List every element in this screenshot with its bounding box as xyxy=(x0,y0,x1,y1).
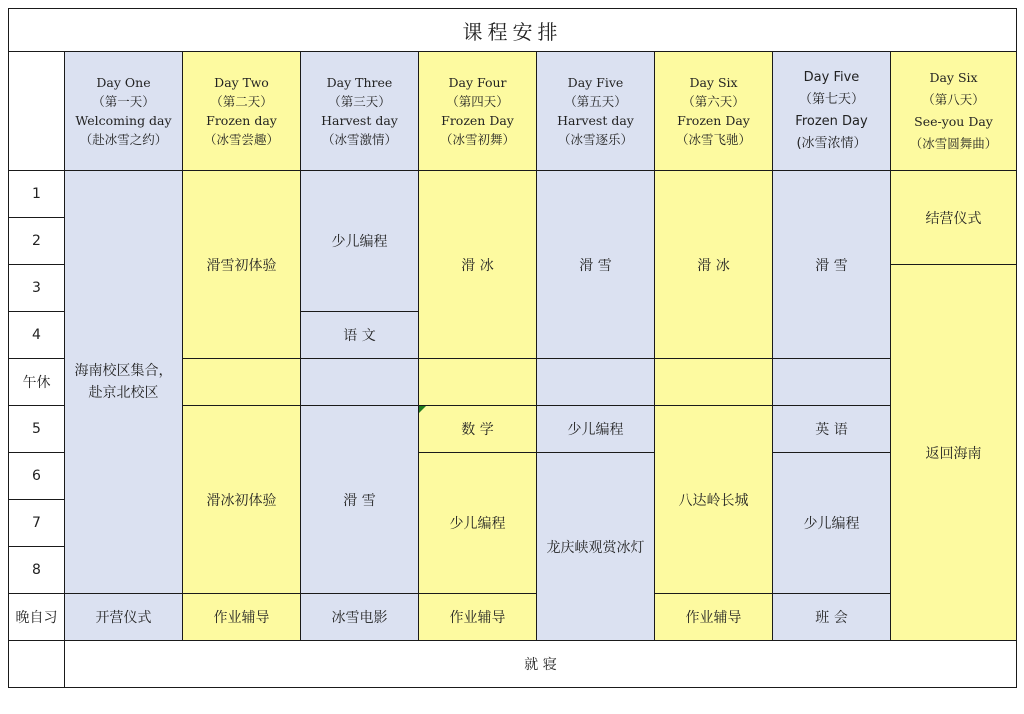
header-day-3 xyxy=(301,52,419,171)
day-subtitle: （冰雪初舞） xyxy=(439,132,515,147)
cell-text: 赴京北校区 xyxy=(88,385,159,401)
cell-d2-morning: 滑雪初体验 xyxy=(183,171,301,359)
day-label: Day Five xyxy=(567,75,624,90)
day-label: Day Three xyxy=(326,75,393,90)
cell-d5-morning: 滑 雪 xyxy=(537,171,655,359)
header-day-1 xyxy=(65,52,183,171)
period-label: 4 xyxy=(9,312,65,359)
period-label: 5 xyxy=(9,406,65,453)
header-day-2 xyxy=(183,52,301,171)
day-subtitle: (冰雪浓情） xyxy=(796,136,867,151)
period-label: 晚自习 xyxy=(9,594,65,641)
cell-d4-noon xyxy=(419,359,537,406)
day-theme: Harvest day xyxy=(321,113,398,128)
day-number: （第二天） xyxy=(210,94,273,109)
period-label: 2 xyxy=(9,218,65,265)
header-day-4 xyxy=(419,52,537,171)
period-label: 午休 xyxy=(9,359,65,406)
cell-d6-morning: 滑 冰 xyxy=(655,171,773,359)
header-day-6 xyxy=(655,52,773,171)
day-label: Day Six xyxy=(929,70,978,85)
day-theme: Frozen Day xyxy=(441,113,514,128)
table-title: 课程安排 xyxy=(9,9,1017,52)
day-theme: See-you Day xyxy=(914,114,993,129)
period-label: 6 xyxy=(9,453,65,500)
cell-d8-closing: 结营仪式 xyxy=(891,171,1017,265)
period-label: 3 xyxy=(9,265,65,312)
header-day-5 xyxy=(537,52,655,171)
day-label: Day Six xyxy=(689,75,738,90)
cell-d4-p5: 数 学 xyxy=(419,406,537,453)
day-subtitle: （冰雪逐乐） xyxy=(557,132,633,147)
day-number: （第七天） xyxy=(798,92,864,107)
day-theme: Frozen day xyxy=(206,113,277,128)
day-subtitle: （冰雪圆舞曲） xyxy=(909,136,998,151)
day-label: Day Five xyxy=(803,70,860,85)
schedule-table xyxy=(8,8,1017,688)
cell-d7-evening: 班 会 xyxy=(773,594,891,641)
cell-d4-evening: 作业辅导 xyxy=(419,594,537,641)
day-subtitle: （冰雪尝趣） xyxy=(203,132,279,147)
cell-d2-evening: 作业辅导 xyxy=(183,594,301,641)
cell-d5-noon xyxy=(537,359,655,406)
day-label: Day Four xyxy=(448,75,507,90)
cell-d5-afternoon: 龙庆峡观赏冰灯 xyxy=(537,453,655,641)
period-label: 7 xyxy=(9,500,65,547)
cell-d3-morning: 少儿编程 xyxy=(301,171,419,312)
period-label: 8 xyxy=(9,547,65,594)
cell-d3-afternoon: 滑 雪 xyxy=(301,406,419,594)
cell-d7-p5: 英 语 xyxy=(773,406,891,453)
day-theme: Harvest day xyxy=(557,113,634,128)
header-day-7 xyxy=(773,52,891,171)
cell-d6-evening: 作业辅导 xyxy=(655,594,773,641)
cell-text: 海南校区集合， xyxy=(74,363,173,379)
cell-d1-evening: 开营仪式 xyxy=(65,594,183,641)
bedtime-corner xyxy=(9,641,65,688)
day-label: Day Two xyxy=(214,75,269,90)
cell-d6-afternoon: 八达岭长城 xyxy=(655,406,773,594)
cell-d5-p5: 少儿编程 xyxy=(537,406,655,453)
day-number: （第六天） xyxy=(682,94,745,109)
cell-d3-noon xyxy=(301,359,419,406)
day-subtitle: （冰雪飞驰） xyxy=(675,132,751,147)
cell-d2-afternoon: 滑冰初体验 xyxy=(183,406,301,594)
cell-d3-evening: 冰雪电影 xyxy=(301,594,419,641)
day-number: （第一天） xyxy=(92,94,155,109)
day-subtitle: （赴冰雪之约） xyxy=(79,132,168,147)
day-theme: Frozen Day xyxy=(677,113,750,128)
cell-d4-afternoon: 少儿编程 xyxy=(419,453,537,594)
header-day-8 xyxy=(891,52,1017,171)
cell-d2-noon xyxy=(183,359,301,406)
cell-d8-return: 返回海南 xyxy=(891,265,1017,641)
day-number: （第八天） xyxy=(922,92,985,107)
day-theme: Welcoming day xyxy=(75,113,172,128)
day-number: （第五天） xyxy=(564,94,627,109)
day-theme: Frozen Day xyxy=(795,114,868,129)
day-number: （第四天） xyxy=(446,94,509,109)
cell-d6-noon xyxy=(655,359,773,406)
cell-d1-gather xyxy=(65,171,183,594)
cell-d4-morning: 滑 冰 xyxy=(419,171,537,359)
day-label: Day One xyxy=(96,75,151,90)
period-label: 1 xyxy=(9,171,65,218)
bedtime-row: 就 寝 xyxy=(65,641,1017,688)
cell-d7-morning: 滑 雪 xyxy=(773,171,891,359)
day-subtitle: （冰雪激情） xyxy=(321,132,397,147)
day-number: （第三天） xyxy=(328,94,391,109)
cell-d7-afternoon: 少儿编程 xyxy=(773,453,891,594)
cell-d3-p4: 语 文 xyxy=(301,312,419,359)
cell-d7-noon xyxy=(773,359,891,406)
header-corner xyxy=(9,52,65,171)
